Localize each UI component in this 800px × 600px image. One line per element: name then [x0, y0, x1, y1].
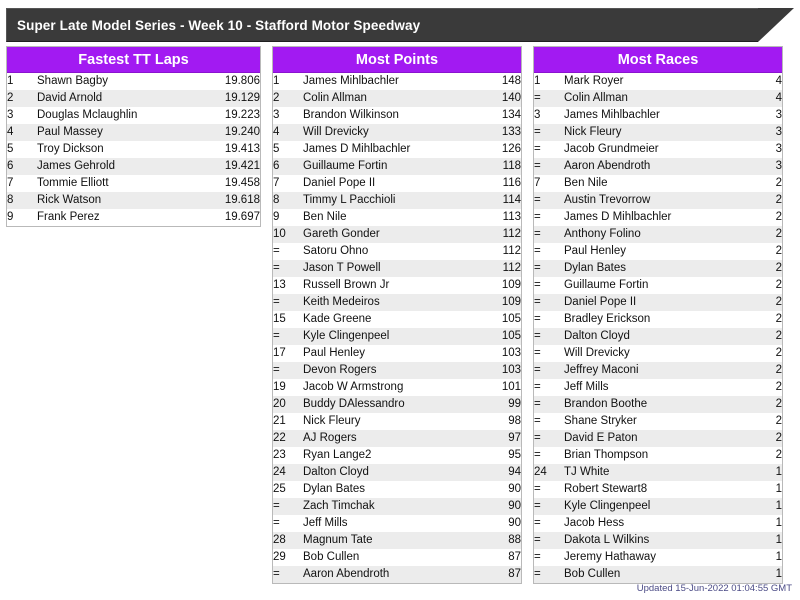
row-value: 90: [508, 483, 521, 495]
row-name: Dylan Bates: [564, 260, 728, 277]
table-row: [273, 158, 521, 175]
row-name: Daniel Pope II: [303, 177, 376, 189]
table-row: [273, 124, 521, 141]
table-row: [534, 464, 782, 481]
table-most-races: [534, 73, 782, 583]
row-position: 13: [273, 279, 286, 291]
row-position: =: [534, 90, 564, 107]
panel-header: [273, 47, 521, 73]
row-value: 1: [775, 517, 782, 529]
row-name: Jason T Powell: [303, 260, 467, 277]
row-value: 2: [775, 313, 782, 325]
table-row: [273, 175, 521, 192]
row-name: David Arnold: [37, 90, 206, 107]
row-position: 24: [534, 464, 564, 481]
table-row: [534, 192, 782, 209]
table-row: [534, 277, 782, 294]
row-position: 1: [273, 75, 280, 87]
row-value: 3: [728, 124, 782, 141]
row-name: Ben Nile: [303, 211, 347, 223]
row-name: Kyle Clingenpeel: [303, 328, 467, 345]
table-row: [534, 481, 782, 498]
table-row: [534, 328, 782, 345]
table-row: [534, 209, 782, 226]
row-position: 25: [273, 483, 286, 495]
row-position: 8: [7, 192, 37, 209]
table-row: [273, 532, 521, 549]
row-name: Will Drevicky: [564, 347, 630, 359]
table-row: [273, 515, 521, 532]
row-value: 2: [728, 294, 782, 311]
row-name: James Mihlbachler: [564, 109, 660, 121]
table-row: [273, 481, 521, 498]
row-value: 2: [728, 396, 782, 413]
table-row: [7, 124, 260, 141]
row-position: 7: [534, 177, 541, 189]
row-name: Zach Timchak: [303, 498, 467, 515]
row-value: 98: [508, 415, 521, 427]
row-position: =: [534, 143, 541, 155]
table-row: [7, 90, 260, 107]
table-row: [534, 141, 782, 158]
row-value: 105: [501, 313, 521, 325]
row-position: =: [534, 551, 541, 563]
row-value: 103: [501, 347, 521, 359]
table-row: [534, 430, 782, 447]
row-value: 19.240: [206, 124, 260, 141]
row-name: Daniel Pope II: [564, 294, 728, 311]
row-position: 28: [273, 532, 303, 549]
row-name: Will Drevicky: [303, 124, 467, 141]
table-row: [273, 209, 521, 226]
row-name: Robert Stewart8: [564, 483, 648, 495]
row-name: Devon Rogers: [303, 362, 467, 379]
row-position: =: [534, 294, 564, 311]
table-row: [273, 226, 521, 243]
panel-header: [534, 47, 782, 73]
row-value: 103: [467, 362, 521, 379]
row-value: 114: [467, 192, 521, 209]
row-value: 90: [508, 517, 521, 529]
table-row: [7, 209, 260, 226]
row-value: 3: [775, 109, 782, 121]
row-position: =: [534, 566, 564, 583]
row-value: 126: [501, 143, 521, 155]
title-banner: [6, 8, 794, 42]
row-position: =: [534, 279, 541, 291]
row-position: =: [273, 517, 280, 529]
table-row: [273, 464, 521, 481]
row-name: Bob Cullen: [303, 551, 360, 563]
row-name: Magnum Tate: [303, 532, 467, 549]
table-row: [534, 345, 782, 362]
table-row: [534, 158, 782, 175]
table-fastest-tt-laps: [7, 73, 260, 226]
row-position: =: [534, 396, 564, 413]
table-body: [7, 73, 260, 226]
row-position: =: [534, 192, 564, 209]
table-row: [534, 175, 782, 192]
page-title: Super Late Model Series - Week 10 - Stafford Motor Speedway: [17, 17, 421, 33]
row-name: TJ White: [564, 464, 728, 481]
row-name: James D Mihlbachler: [303, 143, 411, 155]
row-position: 17: [273, 347, 286, 359]
row-name: Shawn Bagby: [37, 75, 108, 87]
row-position: =: [273, 260, 303, 277]
table-row: [273, 549, 521, 566]
row-value: 88: [467, 532, 521, 549]
table-row: [273, 413, 521, 430]
table-row: [534, 447, 782, 464]
row-position: 24: [273, 464, 303, 481]
row-name: Paul Henley: [564, 245, 627, 257]
row-position: =: [273, 294, 303, 311]
row-name: Shane Stryker: [564, 415, 637, 427]
row-name: Bob Cullen: [564, 566, 728, 583]
table-row: [273, 566, 521, 583]
row-value: 116: [502, 177, 521, 189]
row-value: 2: [775, 177, 782, 189]
row-position: 6: [273, 158, 303, 175]
row-value: 1: [728, 498, 782, 515]
table-row: [273, 243, 521, 260]
table-row: [273, 260, 521, 277]
row-value: 101: [501, 381, 521, 393]
row-value: 2: [728, 328, 782, 345]
row-position: 3: [273, 109, 280, 121]
row-value: 2: [775, 279, 782, 291]
panel-most-points: [272, 46, 522, 584]
row-value: 2: [728, 430, 782, 447]
row-name: Jacob Grundmeier: [564, 143, 659, 155]
row-position: 4: [7, 124, 37, 141]
row-value: 94: [467, 464, 521, 481]
table-row: [534, 413, 782, 430]
row-value: 112: [467, 260, 521, 277]
row-position: =: [534, 124, 564, 141]
row-name: Jeremy Hathaway: [564, 551, 657, 563]
row-position: 10: [273, 226, 303, 243]
row-position: 9: [7, 211, 14, 223]
table-most-points: [273, 73, 521, 583]
row-value: 1: [728, 464, 782, 481]
table-row: [273, 447, 521, 464]
table-row: [534, 243, 782, 260]
row-value: 19.697: [224, 211, 260, 223]
row-position: 4: [273, 124, 303, 141]
title-banner-body: [6, 8, 758, 42]
row-value: 4: [728, 90, 782, 107]
table-row: [534, 498, 782, 515]
row-value: 2: [728, 260, 782, 277]
row-position: 2: [273, 90, 303, 107]
row-name: AJ Rogers: [303, 430, 467, 447]
row-position: =: [534, 532, 564, 549]
row-value: 90: [467, 498, 521, 515]
row-position: 8: [273, 192, 303, 209]
row-position: 5: [7, 143, 14, 155]
row-name: Brandon Wilkinson: [303, 109, 399, 121]
title-banner-tail: [758, 8, 794, 42]
row-name: James Gehrold: [37, 158, 206, 175]
row-name: Douglas Mclaughlin: [37, 109, 138, 121]
row-value: 1: [775, 483, 782, 495]
row-position: =: [534, 449, 541, 461]
table-row: [534, 73, 782, 90]
row-value: 112: [467, 226, 521, 243]
row-name: Paul Henley: [303, 347, 366, 359]
row-position: =: [534, 517, 541, 529]
table-row: [534, 549, 782, 566]
row-position: 1: [534, 75, 541, 87]
row-name: Jacob Hess: [564, 517, 625, 529]
row-position: =: [534, 483, 541, 495]
table-row: [534, 260, 782, 277]
row-position: 19: [273, 381, 286, 393]
table-body: [534, 73, 782, 583]
panel-title: Fastest TT Laps: [78, 51, 189, 68]
table-row: [7, 141, 260, 158]
row-name: Dalton Cloyd: [303, 464, 467, 481]
row-name: Nick Fleury: [303, 415, 361, 427]
row-value: 113: [502, 211, 521, 223]
row-name: Buddy DAlessandro: [303, 396, 467, 413]
row-position: 15: [273, 313, 286, 325]
row-value: 105: [467, 328, 521, 345]
panel-most-races: [533, 46, 783, 584]
row-name: Rick Watson: [37, 192, 206, 209]
panel-title: Most Points: [355, 51, 439, 68]
row-name: Satoru Ohno: [303, 245, 369, 257]
table-row: [273, 430, 521, 447]
row-name: Dalton Cloyd: [564, 328, 728, 345]
row-position: =: [534, 313, 541, 325]
row-position: =: [534, 347, 541, 359]
table-row: [534, 566, 782, 583]
row-name: Tommie Elliott: [37, 177, 109, 189]
row-position: =: [534, 158, 564, 175]
table-row: [273, 294, 521, 311]
row-value: 19.421: [206, 158, 260, 175]
row-position: 5: [273, 143, 280, 155]
row-name: Mark Royer: [564, 75, 624, 87]
row-value: 2: [728, 226, 782, 243]
row-value: 95: [508, 449, 521, 461]
row-name: Paul Massey: [37, 124, 206, 141]
table-row: [7, 175, 260, 192]
row-value: 4: [775, 75, 782, 87]
row-name: Frank Perez: [37, 211, 100, 223]
row-name: Jacob W Armstrong: [303, 381, 404, 393]
row-name: Colin Allman: [303, 90, 467, 107]
table-body: [273, 73, 521, 583]
row-position: 2: [7, 90, 37, 107]
row-value: 134: [501, 109, 521, 121]
row-name: Nick Fleury: [564, 124, 728, 141]
row-name: Guillaume Fortin: [564, 279, 649, 291]
row-value: 109: [467, 294, 521, 311]
row-value: 112: [502, 245, 521, 257]
row-value: 2: [775, 449, 782, 461]
row-value: 19.806: [224, 75, 260, 87]
row-value: 140: [467, 90, 521, 107]
row-value: 109: [501, 279, 521, 291]
row-position: 7: [273, 177, 280, 189]
table-row: [7, 158, 260, 175]
row-name: Jeff Mills: [303, 517, 348, 529]
row-value: 19.223: [224, 109, 260, 121]
row-name: Colin Allman: [564, 90, 728, 107]
row-position: 3: [7, 109, 14, 121]
table-row: [273, 90, 521, 107]
row-value: 99: [467, 396, 521, 413]
row-position: 9: [273, 211, 280, 223]
table-row: [7, 73, 260, 90]
columns-container: [6, 46, 794, 584]
row-name: Brian Thompson: [564, 449, 649, 461]
row-name: Gareth Gonder: [303, 226, 467, 243]
row-value: 2: [775, 381, 782, 393]
table-row: [534, 532, 782, 549]
row-position: =: [273, 498, 303, 515]
row-position: =: [534, 245, 541, 257]
row-value: 2: [728, 362, 782, 379]
table-row: [534, 124, 782, 141]
table-row: [273, 362, 521, 379]
row-position: 20: [273, 396, 303, 413]
row-name: Timmy L Pacchioli: [303, 192, 467, 209]
row-value: 3: [775, 143, 782, 155]
row-name: Jeff Mills: [564, 381, 609, 393]
row-position: 3: [534, 109, 541, 121]
row-position: =: [534, 260, 564, 277]
table-row: [534, 379, 782, 396]
table-row: [273, 73, 521, 90]
row-value: 118: [467, 158, 521, 175]
table-row: [534, 396, 782, 413]
row-value: 19.618: [206, 192, 260, 209]
row-position: =: [273, 362, 303, 379]
panel-title: Most Races: [617, 51, 699, 68]
panel-header: [7, 47, 260, 73]
row-position: 1: [7, 75, 14, 87]
row-position: =: [273, 328, 303, 345]
table-row: [273, 498, 521, 515]
row-position: 29: [273, 551, 286, 563]
row-name: Kyle Clingenpeel: [564, 498, 728, 515]
row-name: Kade Greene: [303, 313, 372, 325]
table-row: [273, 396, 521, 413]
row-position: =: [534, 211, 541, 223]
row-name: Dylan Bates: [303, 483, 366, 495]
row-value: 1: [728, 566, 782, 583]
row-position: =: [534, 498, 564, 515]
table-row: [534, 90, 782, 107]
row-name: Anthony Folino: [564, 226, 728, 243]
table-row: [273, 311, 521, 328]
row-value: 1: [775, 551, 782, 563]
table-row: [534, 362, 782, 379]
row-name: Brandon Boothe: [564, 396, 728, 413]
row-value: 2: [775, 245, 782, 257]
table-row: [534, 515, 782, 532]
row-position: =: [534, 415, 541, 427]
table-row: [7, 107, 260, 124]
row-position: =: [534, 362, 564, 379]
table-row: [534, 107, 782, 124]
row-value: 97: [467, 430, 521, 447]
table-row: [273, 345, 521, 362]
row-name: Austin Trevorrow: [564, 192, 728, 209]
row-position: =: [534, 381, 541, 393]
row-value: 19.413: [224, 143, 260, 155]
row-name: Keith Medeiros: [303, 294, 467, 311]
table-row: [273, 277, 521, 294]
row-position: =: [534, 328, 564, 345]
table-row: [273, 141, 521, 158]
row-value: 1: [728, 532, 782, 549]
row-name: Ben Nile: [564, 177, 608, 189]
table-row: [273, 107, 521, 124]
row-name: Troy Dickson: [37, 143, 104, 155]
row-name: Aaron Abendroth: [564, 158, 728, 175]
row-name: Guillaume Fortin: [303, 158, 467, 175]
row-position: 21: [273, 415, 286, 427]
row-name: James D Mihlbachler: [564, 211, 672, 223]
row-value: 3: [728, 158, 782, 175]
row-value: 87: [467, 566, 521, 583]
row-value: 2: [775, 211, 782, 223]
row-value: 2: [775, 347, 782, 359]
row-position: 22: [273, 430, 303, 447]
row-position: =: [273, 245, 280, 257]
row-position: 23: [273, 449, 286, 461]
row-position: 6: [7, 158, 37, 175]
row-value: 2: [728, 192, 782, 209]
table-row: [534, 311, 782, 328]
row-name: Bradley Erickson: [564, 313, 651, 325]
row-position: =: [534, 226, 564, 243]
table-row: [534, 294, 782, 311]
row-value: 2: [775, 415, 782, 427]
row-value: 19.458: [224, 177, 260, 189]
row-name: Russell Brown Jr: [303, 279, 390, 291]
row-name: Jeffrey Maconi: [564, 362, 728, 379]
row-value: 148: [501, 75, 521, 87]
table-row: [7, 192, 260, 209]
table-row: [273, 192, 521, 209]
row-name: David E Paton: [564, 430, 728, 447]
row-position: =: [273, 566, 303, 583]
table-row: [273, 328, 521, 345]
row-position: =: [534, 430, 564, 447]
row-name: Aaron Abendroth: [303, 566, 467, 583]
row-name: Dakota L Wilkins: [564, 532, 728, 549]
panel-fastest-tt-laps: [6, 46, 261, 227]
table-row: [273, 379, 521, 396]
row-position: 7: [7, 177, 14, 189]
updated-timestamp: Updated 15-Jun-2022 01:04:55 GMT: [636, 583, 792, 594]
row-value: 133: [467, 124, 521, 141]
row-name: James Mihlbachler: [303, 75, 399, 87]
table-row: [534, 226, 782, 243]
row-value: 87: [508, 551, 521, 563]
row-name: Ryan Lange2: [303, 449, 372, 461]
row-value: 19.129: [206, 90, 260, 107]
